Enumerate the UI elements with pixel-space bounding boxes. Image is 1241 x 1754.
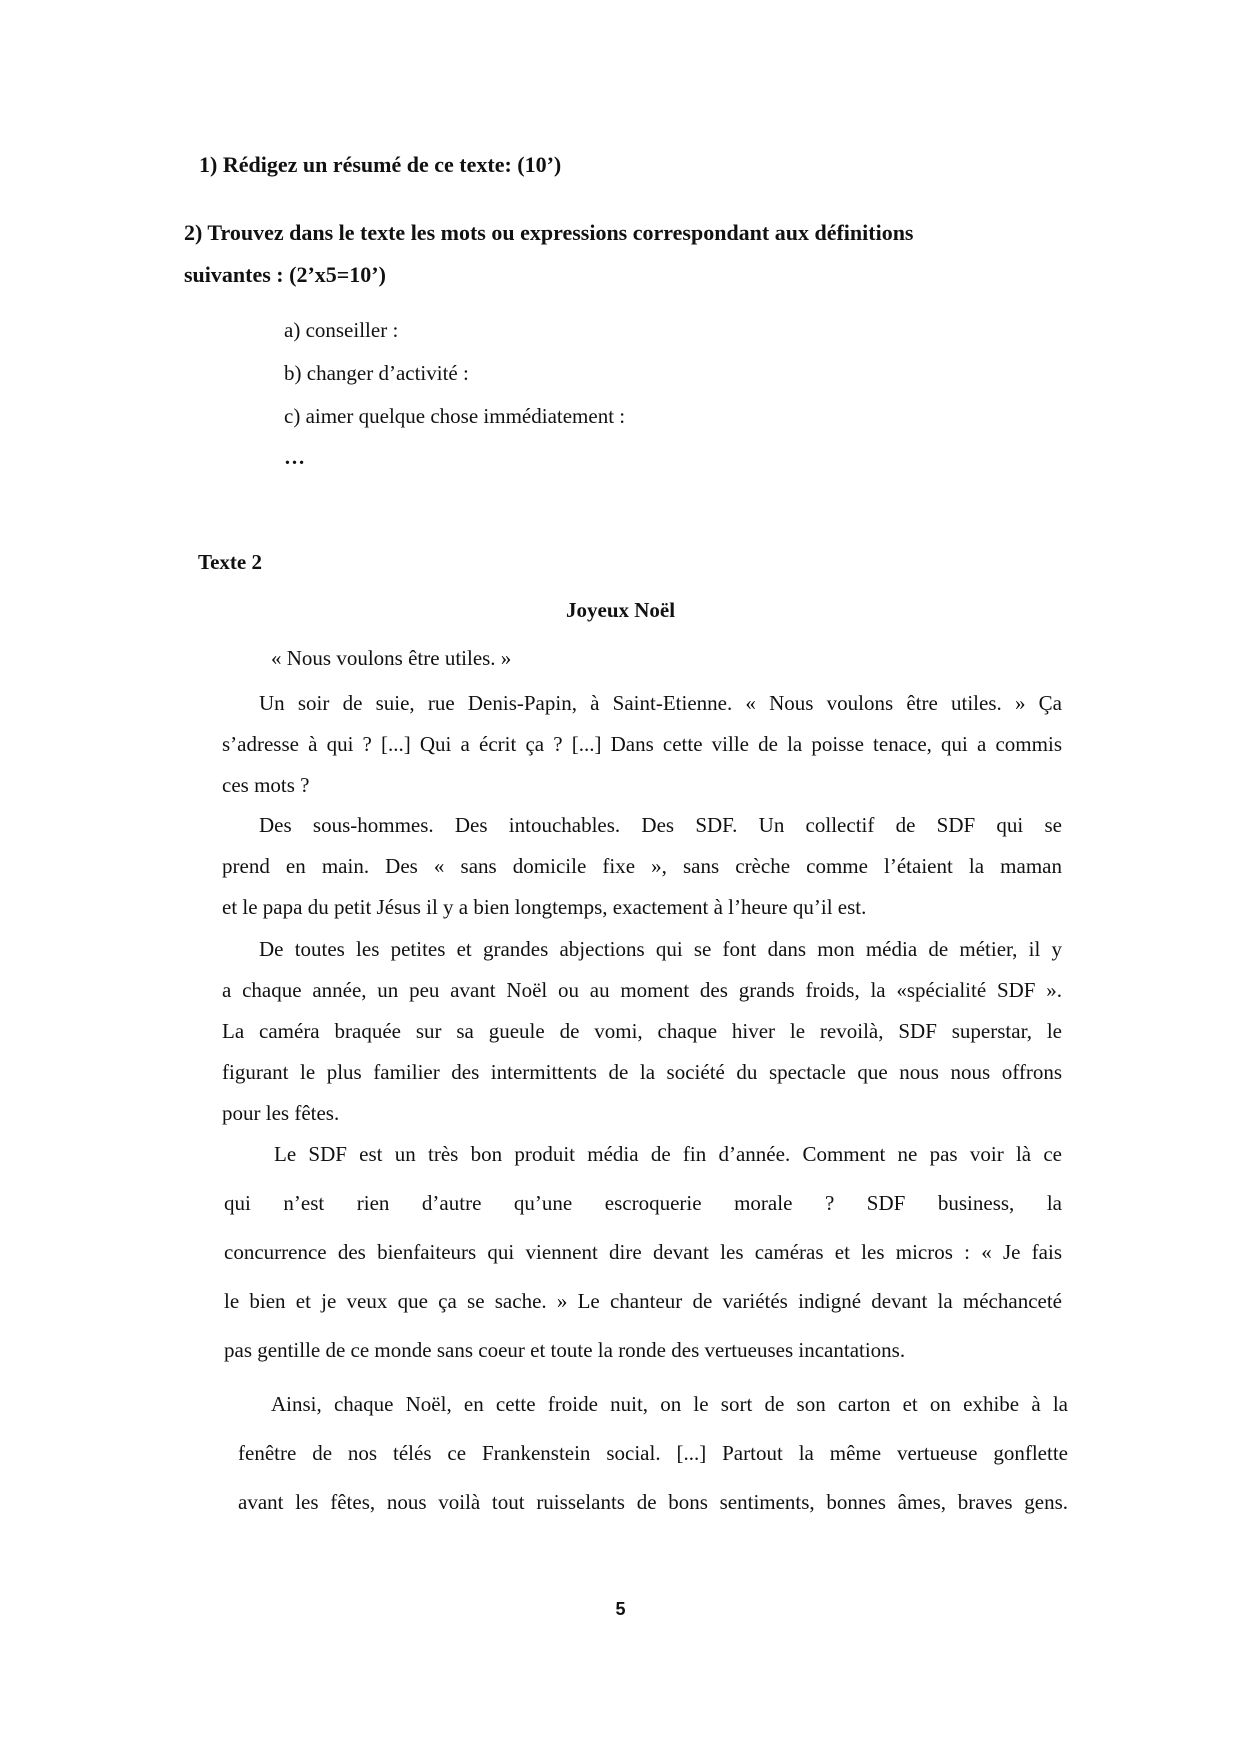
paragraph-line: pas gentille de ce monde sans coeur et toute la ronde des vertueuses incantations. [224, 1338, 906, 1362]
definition-item-more: … [284, 445, 305, 469]
question-2-line-2: suivantes : (2’x5=10’) [184, 262, 386, 287]
definition-item-c: c) aimer quelque chose immédiatement : [284, 404, 626, 428]
paragraph-line: Le SDF est un très bon produit média de fin d’année. Comment ne pas voir là ce [274, 1142, 1062, 1166]
definition-item-b: b) changer d’activité : [284, 361, 469, 385]
paragraph-line: avant les fêtes, nous voilà tout ruisselants de bons sentiments, bonnes âmes, braves gens. [238, 1490, 1068, 1514]
paragraph-line: Un soir de suie, rue Denis-Papin, à Saint-Etienne. « Nous voulons être utiles. » Ça [259, 691, 1062, 715]
question-2-line-1: 2) Trouvez dans le texte les mots ou expressions correspondant aux définitions [184, 220, 914, 245]
epigraph: « Nous voulons être utiles. » [271, 646, 512, 670]
paragraph-2 [222, 805, 1062, 928]
paragraph-line: s’adresse à qui ? [...] Qui a écrit ça ? [...] Dans cette ville de la poisse tenace, qui a commis [222, 732, 1062, 756]
paragraph-3 [222, 929, 1062, 1134]
paragraph-line: concurrence des bienfaiteurs qui viennent dire devant les caméras et les micros : « Je fais [224, 1240, 1062, 1264]
paragraph-line: prend en main. Des « sans domicile fixe », sans crèche comme l’étaient la maman [222, 854, 1062, 878]
paragraph-line: qui n’est rien d’autre qu’une escroquerie morale ? SDF business, la [224, 1191, 1062, 1215]
paragraph-line: fenêtre de nos télés ce Frankenstein social. [...] Partout la même vertueuse gonflette [238, 1441, 1068, 1465]
paragraph-line: Ainsi, chaque Noël, en cette froide nuit, on le sort de son carton et on exhibe à la [271, 1392, 1068, 1416]
definition-item-a: a) conseiller : [284, 318, 399, 342]
paragraph-line: La caméra braquée sur sa gueule de vomi, chaque hiver le revoilà, SDF superstar, le [222, 1019, 1062, 1043]
text-title: Joyeux Noël [566, 598, 676, 622]
paragraph-line: De toutes les petites et grandes abjections qui se font dans mon média de métier, il y [259, 937, 1062, 961]
paragraph-1 [222, 683, 1062, 806]
paragraph-line: pour les fêtes. [222, 1101, 340, 1125]
page-number: 5 [615, 1599, 626, 1619]
paragraph-4 [224, 1130, 1062, 1375]
paragraph-line: ces mots ? [222, 773, 310, 797]
text-label: Texte 2 [198, 550, 262, 574]
paragraph-line: Des sous-hommes. Des intouchables. Des SDF. Un collectif de SDF qui se [259, 813, 1062, 837]
paragraph-line: et le papa du petit Jésus il y a bien longtemps, exactement à l’heure qu’il est. [222, 895, 867, 919]
question-1: 1) Rédigez un résumé de ce texte: (10’) [199, 152, 562, 177]
paragraph-line: figurant le plus familier des intermittents de la société du spectacle que nous nous offrons [222, 1060, 1062, 1084]
paragraph-5 [238, 1380, 1068, 1527]
paragraph-line: le bien et je veux que ça se sache. » Le chanteur de variétés indigné devant la méchanceté [224, 1289, 1062, 1313]
paragraph-line: a chaque année, un peu avant Noël ou au moment des grands froids, la «spécialité SDF ». [222, 978, 1062, 1002]
